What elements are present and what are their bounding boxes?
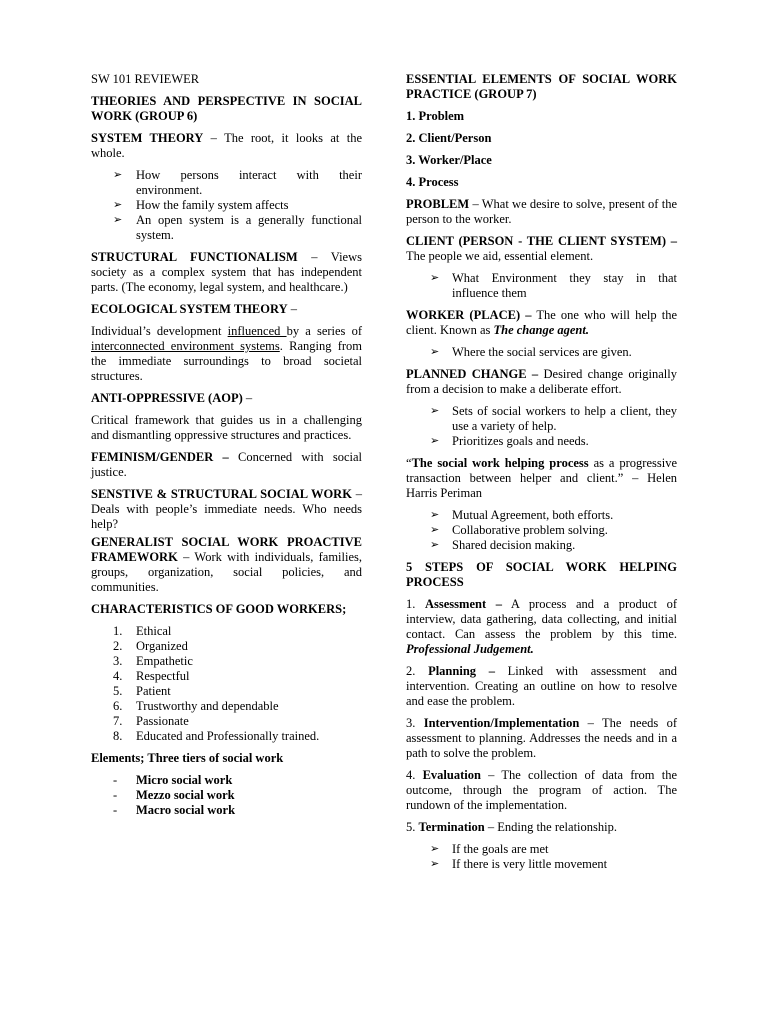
ecological-dash: – [287,302,297,316]
list-number: 7. [113,714,123,728]
worker-bullets [406,345,677,360]
element-item: 2. Client/Person [406,131,492,145]
step-intervention [406,716,677,761]
step-evaluation [406,768,677,813]
planned-change-paragraph [406,367,677,397]
list-text: Organized [136,639,188,653]
structural-term: STRUCTURAL FUNCTIONALISM [91,250,298,264]
step-term: Planning – [428,664,495,678]
bullet-item: ➢ Shared decision making. [406,538,677,553]
feminism-definition: Concerned with social justice. [91,450,362,479]
list-item: - Micro social work [91,773,362,788]
problem-term: PROBLEM [406,197,470,211]
step-termination [406,820,677,835]
list-text: Patient [136,684,171,698]
element-item: 1. Problem [406,109,465,123]
list-item [91,699,362,714]
step-definition: – Ending the relationship. [484,820,617,834]
list-number: 3. [113,654,123,668]
aop-term: ANTI-OPPRESSIVE (AOP) [91,391,243,405]
list-item [91,729,362,744]
worker-term: WORKER (PLACE) – [406,308,532,322]
client-term: CLIENT (PERSON - THE CLIENT SYSTEM) – [406,234,677,248]
generalist-term: GENERALIST SOCIAL WORK PROACTIVE FRAMEWORK [91,535,362,564]
bullet-item: ➢ Mutual Agreement, both efforts. [406,508,677,523]
client-bullets [406,271,677,301]
senstive-term: SENSTIVE & STRUCTURAL SOCIAL WORK [91,487,352,501]
list-text: Ethical [136,624,172,638]
ecological-heading [91,302,362,317]
left-column [91,72,362,818]
feminism-term: FEMINISM/GENDER – [91,450,229,464]
bullet-item: ➢ Sets of social workers to help a client, they use a variety of help. [406,404,677,434]
step-term: Intervention/Implementation [423,716,580,730]
characteristics-heading: CHARACTERISTICS OF GOOD WORKERS; [91,602,347,616]
text-run: Individual’s development [91,324,228,338]
client-definition: The people we aid, essential element. [406,249,594,263]
characteristics-list [91,624,362,744]
bullet-item: ➢ If there is very little movement [406,857,677,872]
system-theory-term: SYSTEM THEORY [91,131,204,145]
quote-term: The social work helping process [411,456,589,470]
bullet-item: ➢ Prioritizes goals and needs. [406,434,677,449]
step-definition: – The needs of assessment to planning. Addresses the needs and in a path to solve the problem. [406,716,677,760]
step-number: 4. [406,768,423,782]
quote-bullets [406,508,677,553]
list-item: - Mezzo social work [91,788,362,803]
worker-definition: The one who will help the client. Known as [406,308,677,337]
bullet-item: ➢ What Environment they stay in that influence them [406,271,677,301]
bullet-item: ➢ Collaborative problem solving. [406,523,677,538]
list-number: 8. [113,729,123,743]
elements-heading: Elements; Three tiers of social work [91,751,284,765]
worker-emphasis: The change agent. [493,323,589,337]
planned-change-bullets [406,404,677,449]
list-number: 6. [113,699,123,713]
structural-paragraph [91,250,362,295]
group7-heading: ESSENTIAL ELEMENTS OF SOCIAL WORK PRACTICE (GROUP 7) [406,72,677,101]
worker-paragraph [406,308,677,338]
client-paragraph [406,234,677,264]
list-text: Passionate [136,714,189,728]
list-text: Trustworthy and dependable [136,699,279,713]
right-column [406,72,677,879]
system-theory-definition: – The root, it looks at the whole. [91,131,362,160]
system-theory-paragraph [91,131,362,161]
aop-dash: – [242,391,253,405]
list-text: Educated and Professionally trained. [136,729,320,743]
quote-open: “ [406,456,412,470]
steps-heading: 5 STEPS OF SOCIAL WORK HELPING PROCESS [406,560,677,589]
step-definition: Linked with assessment and intervention. Creating an outline on how to resolve and ease the problem. [406,664,677,708]
ecological-paragraph [91,324,362,384]
system-theory-bullets [91,168,362,243]
termination-bullets [406,842,677,872]
aop-definition: Critical framework that guides us in a challenging and dismantling oppressive structures and practices. [91,413,362,442]
list-item [91,669,362,684]
senstive-paragraph [91,487,362,532]
tiers-list [91,773,362,818]
step-term: Termination [418,820,485,834]
structural-definition: – Views society as a complex system that has independent parts. (The economy, legal system, and healthcare.) [91,250,362,294]
list-text: Empathetic [136,654,193,668]
step-term: Evaluation [422,768,481,782]
problem-paragraph [406,197,677,227]
list-text: Respectful [136,669,190,683]
bullet-item: ➢ Where the social services are given. [406,345,677,360]
element-item: 3. Worker/Place [406,153,492,167]
underlined-text: influenced [227,324,287,338]
bullet-item: ➢ How persons interact with their environment. [91,168,362,198]
list-item [91,684,362,699]
step-planning [406,664,677,709]
list-item [91,654,362,669]
element-item: 4. Process [406,175,459,189]
aop-heading [91,391,362,406]
step-assessment [406,597,677,657]
step-number: 2. [406,664,429,678]
generalist-definition: – Work with individuals, families, groups, organization, social policies, and communities. [91,550,362,594]
document-title: SW 101 REVIEWER [91,72,200,86]
list-item: - Macro social work [91,803,362,818]
list-number: 5. [113,684,123,698]
step-definition: A process and a product of interview, data gathering, data collecting, and initial contact. Can assess the problem by this time. [406,597,678,641]
senstive-definition: – Deals with people’s immediate needs. Who needs help? [91,487,362,531]
step-term: Assessment – [425,597,502,611]
list-item [91,714,362,729]
list-number: 2. [113,639,123,653]
text-run: by a series of [286,324,362,338]
problem-definition: – What we desire to solve, present of the person to the worker. [406,197,677,226]
underlined-text: interconnected environment systems [91,339,280,353]
feminism-paragraph [91,450,362,480]
ecological-term: ECOLOGICAL SYSTEM THEORY [91,302,288,316]
step-definition: – The collection of data from the outcome, through the program of action. The rundown of the implementation. [406,768,678,812]
bullet-item: ➢ An open system is a generally functional system. [91,213,362,243]
step-number: 1. [406,597,425,611]
list-number: 1. [113,624,123,638]
list-item [91,624,362,639]
step-number: 5. [406,820,419,834]
bullet-item: ➢ If the goals are met [406,842,677,857]
group6-heading: THEORIES AND PERSPECTIVE IN SOCIAL WORK (GROUP 6) [91,94,362,123]
planned-change-definition: Desired change originally from a decision to make a deliberate effort. [406,367,677,396]
step-number: 3. [406,716,424,730]
bullet-item: ➢ How the family system affects [91,198,362,213]
list-number: 4. [113,669,123,683]
helping-process-quote [406,456,677,501]
step-emphasis: Professional Judgement. [406,642,534,656]
generalist-paragraph [91,535,362,595]
planned-change-term: PLANNED CHANGE – [406,367,539,381]
text-run: . Ranging from the immediate surroundings to broad societal structures. [91,339,362,383]
quote-text: as a progressive transaction between helper and client.” – Helen Harris Periman [406,456,677,500]
list-item [91,639,362,654]
